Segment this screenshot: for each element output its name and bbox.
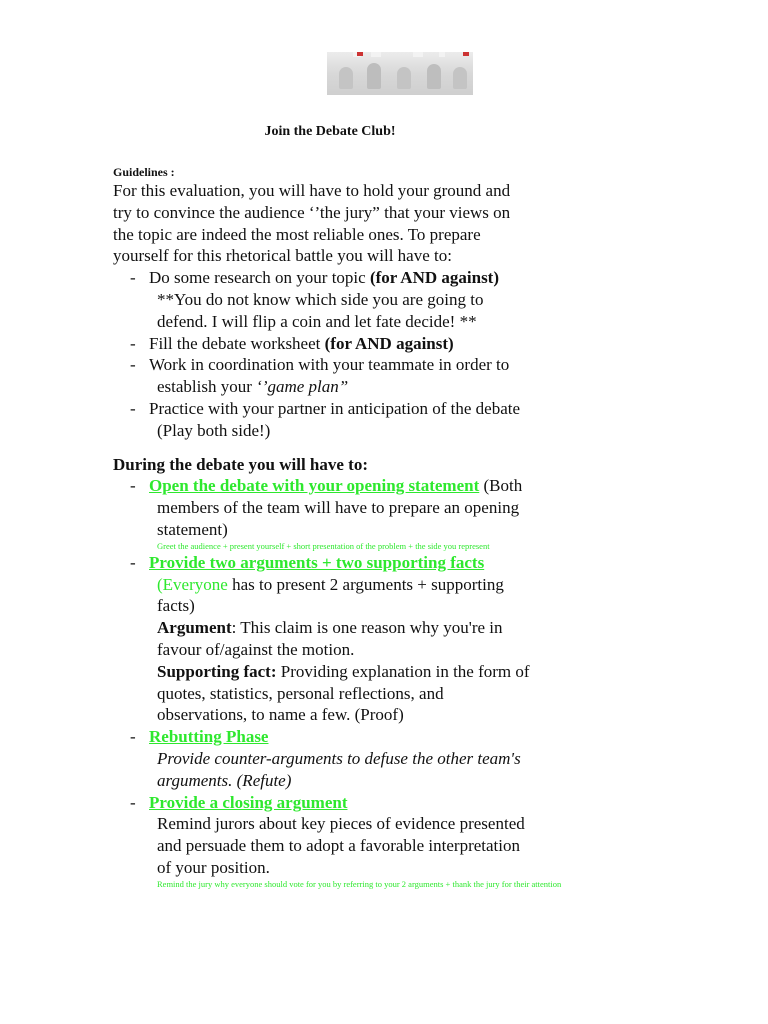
bullet-dash: -	[130, 727, 136, 747]
coin-note: defend. I will flip a coin and let fate decide! **	[157, 311, 477, 331]
rebutting-link[interactable]: Rebutting Phase	[149, 727, 269, 747]
prep-item-research: - Do some research on your topic (for AND against) **You do not know which side you are going to defend. I will flip a coin and let fate decide! **	[113, 267, 563, 332]
guidelines-label: Guidelines :	[113, 165, 175, 179]
page-title: Join the Debate Club!	[264, 124, 396, 139]
intro-line: the topic are indeed the most reliable ones. To prepare	[113, 224, 481, 244]
coin-note: **You do not know which side you are going to	[157, 289, 484, 309]
bullet-dash: -	[130, 268, 136, 288]
opening-statement-link[interactable]: Open the debate with your opening statement	[149, 476, 480, 496]
bullet-dash: -	[130, 552, 136, 572]
bullet-dash: -	[130, 476, 136, 496]
prep-item-practice: - Practice with your partner in anticipation of the debate (Play both side!)	[130, 398, 521, 440]
during-item-rebutting: - Rebutting Phase Provide counter-arguments to defuse the other team's arguments. (Refute)	[130, 727, 521, 790]
arguments-link[interactable]: Provide two arguments + two supporting facts	[149, 552, 485, 572]
bullet-dash: -	[130, 398, 136, 418]
during-item-opening: - Open the debate with your opening statement (Both members of the team will have to prepare an opening statement) Greet the audience + present yourself + short presentation of the problem + the side you represent	[113, 475, 563, 551]
bullet-dash: -	[130, 355, 136, 375]
closing-argument-link[interactable]: Provide a closing argument	[149, 792, 348, 812]
opening-note: Greet the audience + present yourself + short presentation of the problem + the side you represent	[157, 540, 490, 551]
intro-line: yourself for this rhetorical battle you will have to:	[113, 246, 452, 266]
bullet-dash: -	[130, 333, 136, 353]
debate-photo	[327, 52, 473, 95]
prep-item-coordination: - Work in coordination with your teammate in order to establish your ‘’game plan”	[130, 355, 510, 397]
prep-item-worksheet: - Fill the debate worksheet (for AND against)	[130, 333, 454, 353]
intro-line: For this evaluation, you will have to hold your ground and	[113, 181, 511, 200]
during-item-arguments: - Provide two arguments + two supporting facts (Everyone has to present 2 arguments + supporting facts) Argument: This claim is one reason why you're in favour of/against the motion. Supporting fact: Providing explanation in the form of quotes, statistics, personal reflections, and observations, to name a few. (Proof)	[130, 552, 530, 725]
document-body	[113, 180, 563, 890]
intro-line: try to convince the audience ‘’the jury” that your views on	[113, 202, 511, 222]
during-item-closing: - Provide a closing argument Remind jurors about key pieces of evidence presented and persuade them to adopt a favorable interpretation of your position. Remind the jury why everyone should vote for you by referring to your 2 arguments + thank the jury for their attention	[130, 792, 562, 889]
closing-note: Remind the jury why everyone should vote for you by referring to your 2 arguments + thank the jury for their attention	[157, 878, 562, 889]
bullet-dash: -	[130, 792, 136, 812]
argument-label: Argument	[157, 618, 232, 638]
supporting-fact-label: Supporting fact:	[157, 661, 277, 681]
during-heading: During the debate you will have to:	[113, 454, 368, 474]
